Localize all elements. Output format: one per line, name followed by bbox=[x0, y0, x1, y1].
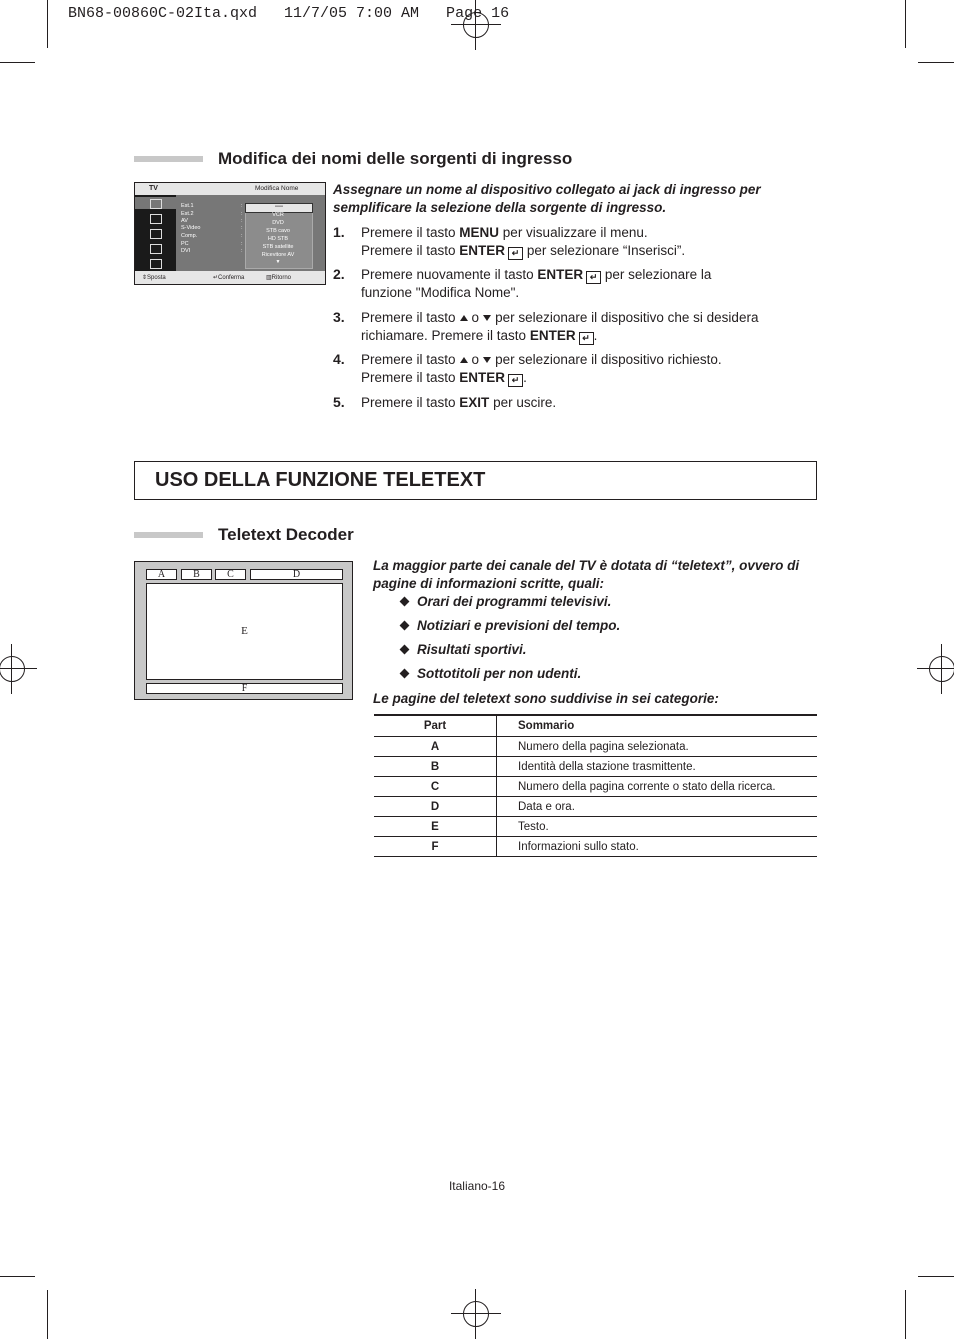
osd-colon: : bbox=[241, 241, 243, 247]
step-text-part: Premere il tasto bbox=[361, 352, 456, 367]
osd-dropdown-item: HD STB bbox=[267, 236, 289, 242]
main-section-title: USO DELLA FUNZIONE TELETEXT bbox=[155, 469, 486, 491]
osd-dropdown-item: Ricevitore AV bbox=[261, 252, 295, 258]
crop-mark bbox=[918, 1276, 954, 1277]
osd-dropdown-item: VCR bbox=[272, 212, 284, 218]
categories-intro: Le pagine del teletext sono suddivise in sei categorie: bbox=[373, 691, 719, 706]
table-row bbox=[374, 757, 817, 777]
enter-key: ENTER bbox=[459, 370, 506, 385]
step-text bbox=[361, 394, 811, 412]
step-text-part: Premere il tasto bbox=[361, 370, 460, 385]
osd-selected-value: ---- bbox=[275, 204, 283, 210]
step-text-part: per selezionare il dispositivo richiesto. bbox=[495, 352, 722, 367]
table-cell-summary: Numero della pagina corrente o stato della ricerca. bbox=[498, 777, 817, 797]
registration-mark-right bbox=[917, 644, 954, 694]
diamond-bullet-icon bbox=[400, 597, 410, 607]
osd-move-label: Sposta bbox=[147, 275, 166, 281]
arrow-up-icon bbox=[460, 357, 468, 363]
diamond-bullet-icon bbox=[400, 645, 410, 655]
table-cell-summary: Data e ora. bbox=[498, 797, 817, 817]
table-cell-summary: Informazioni sullo stato. bbox=[498, 837, 817, 857]
enter-icon: ↵ bbox=[508, 247, 523, 260]
enter-key: ENTER bbox=[459, 243, 506, 258]
setup-icon bbox=[150, 259, 162, 269]
crop-mark bbox=[0, 62, 35, 63]
step-text-part: per selezionare il dispositivo che si desidera bbox=[495, 310, 759, 325]
chevron-down-icon: ▼ bbox=[275, 259, 281, 265]
crop-mark bbox=[905, 0, 906, 48]
diamond-bullet-icon bbox=[400, 669, 410, 679]
sound-icon bbox=[150, 229, 162, 239]
registration-mark-left bbox=[0, 644, 37, 694]
enter-icon: ↵ bbox=[508, 374, 523, 387]
updown-icon: ⇕ bbox=[142, 275, 148, 281]
page-footer: Italiano-16 bbox=[448, 1179, 506, 1193]
exit-key: EXIT bbox=[459, 395, 490, 410]
osd-input-item: Est.2 bbox=[181, 211, 194, 217]
osd-colon: : bbox=[241, 225, 243, 231]
step-text-part: . bbox=[593, 328, 598, 343]
table-cell-part: C bbox=[374, 777, 497, 797]
table-cell-part: A bbox=[374, 737, 497, 757]
step-text-part: o bbox=[471, 352, 480, 367]
step-text-part: Premere il tasto bbox=[361, 225, 460, 240]
step-text bbox=[361, 266, 811, 302]
table-row bbox=[374, 737, 817, 757]
crop-mark bbox=[905, 1290, 906, 1339]
table-cell-summary: Numero della pagina selezionata. bbox=[498, 737, 817, 757]
channel-icon bbox=[150, 244, 162, 254]
enter-icon: ↵ bbox=[586, 271, 601, 284]
osd-menu-illustration bbox=[134, 182, 326, 285]
bullet-item bbox=[401, 666, 581, 681]
section-intro: Assegnare un nome al dispositivo collegato ai jack di ingresso per semplificare la selezione della sorgente di ingresso. bbox=[333, 182, 761, 215]
step-text-part: per selezionare “Inserisci”. bbox=[523, 243, 686, 258]
teletext-layout-diagram bbox=[134, 561, 353, 700]
osd-colon: : bbox=[241, 233, 243, 239]
menu-key: MENU bbox=[459, 225, 500, 240]
bullet-item bbox=[401, 642, 527, 657]
osd-input-item: PC bbox=[181, 241, 189, 247]
osd-colon: : bbox=[241, 211, 243, 217]
main-section-box bbox=[134, 461, 817, 500]
table-cell-summary: Identità della stazione trasmittente. bbox=[498, 757, 817, 777]
osd-back-hint bbox=[266, 274, 291, 281]
arrow-down-icon bbox=[483, 315, 491, 321]
table-header: Part bbox=[374, 715, 497, 737]
osd-colon: : bbox=[241, 203, 243, 209]
crop-mark bbox=[47, 1290, 48, 1339]
section-bar bbox=[134, 156, 203, 162]
slug-line: BN68-00860C-02Ita.qxd 11/7/05 7:00 AM Page 16 bbox=[68, 5, 510, 22]
bullet-item bbox=[401, 618, 620, 633]
osd-dropdown-item: STB cavo bbox=[266, 228, 290, 234]
summary-table bbox=[374, 714, 817, 857]
table-row bbox=[374, 817, 817, 837]
osd-sidebar bbox=[135, 195, 176, 271]
osd-input-item: Comp. bbox=[181, 233, 198, 239]
section-heading: Modifica dei nomi delle sorgenti di ingresso bbox=[218, 149, 573, 168]
bullet-text: Sottotitoli per non udenti. bbox=[417, 666, 582, 681]
step-number: 4. bbox=[333, 351, 345, 367]
step-text bbox=[361, 309, 811, 345]
table-cell-part: E bbox=[374, 817, 497, 837]
diagram-cell-a: A bbox=[146, 569, 177, 580]
step-number: 2. bbox=[333, 266, 345, 282]
diagram-cell-f: F bbox=[146, 683, 343, 694]
step-text-part: per visualizzare il menu. bbox=[499, 225, 648, 240]
section-intro: La maggior parte dei canale del TV è dotata di “teletext”, ovvero di pagine di informazioni scritte, quali: bbox=[373, 558, 800, 591]
osd-confirm-hint bbox=[213, 274, 244, 281]
osd-dropdown-item: STB satellite bbox=[262, 244, 294, 250]
table-cell-part: B bbox=[374, 757, 497, 777]
diagram-cell-c: C bbox=[215, 569, 246, 580]
enter-key: ENTER bbox=[537, 267, 584, 282]
osd-menu-title: Modifica Nome bbox=[255, 185, 299, 192]
table-cell-part: D bbox=[374, 797, 497, 817]
step-number: 3. bbox=[333, 309, 345, 325]
osd-back-label: Ritorno bbox=[271, 275, 292, 281]
table-header-row bbox=[374, 715, 817, 737]
osd-confirm-label: Conferma bbox=[218, 275, 245, 281]
section-heading: Teletext Decoder bbox=[218, 525, 354, 544]
enter-key: ENTER bbox=[529, 328, 576, 343]
osd-dropdown-item: DVD bbox=[272, 220, 284, 226]
crop-mark bbox=[918, 62, 954, 63]
table-cell-part: F bbox=[374, 837, 497, 857]
enter-icon: ↵ bbox=[579, 332, 594, 345]
step-number: 1. bbox=[333, 224, 345, 240]
arrow-down-icon bbox=[483, 357, 491, 363]
bullet-text: Risultati sportivi. bbox=[417, 642, 527, 657]
diagram-cell-b: B bbox=[181, 569, 212, 580]
table-row bbox=[374, 837, 817, 857]
registration-mark-bottom bbox=[451, 1289, 501, 1339]
step-text-part: Premere il tasto bbox=[361, 243, 460, 258]
arrow-up-icon bbox=[460, 315, 468, 321]
osd-input-item: DVI bbox=[181, 248, 191, 254]
step-text bbox=[361, 351, 811, 387]
picture-icon bbox=[150, 214, 162, 224]
step-text-part: funzione "Modifica Nome". bbox=[361, 285, 520, 300]
step-text-part: . bbox=[523, 370, 527, 385]
bullet-item bbox=[401, 594, 611, 609]
table-cell-summary: Testo. bbox=[498, 817, 817, 837]
enter-icon: ↵ bbox=[213, 275, 219, 281]
osd-input-item: S-Video bbox=[181, 225, 201, 231]
step-text-part: Premere nuovamente il tasto bbox=[361, 267, 538, 282]
step-text-part: per selezionare la bbox=[601, 267, 712, 282]
step-text-part: Premere il tasto bbox=[361, 310, 456, 325]
table-row bbox=[374, 777, 817, 797]
section-bar bbox=[134, 532, 203, 538]
osd-input-item: Est.1 bbox=[181, 203, 194, 209]
step-text-part: per uscire. bbox=[489, 395, 557, 410]
bullet-text: Orari dei programmi televisivi. bbox=[417, 594, 612, 609]
step-text-part: o bbox=[471, 310, 480, 325]
osd-colon: : bbox=[241, 248, 243, 254]
diamond-bullet-icon bbox=[400, 621, 410, 631]
bullet-text: Notiziari e previsioni del tempo. bbox=[417, 618, 621, 633]
diagram-cell-e: E bbox=[146, 583, 343, 680]
return-icon: ▥ bbox=[266, 275, 272, 281]
osd-tv-label: TV bbox=[149, 185, 158, 192]
step-text-part: richiamare. Premere il tasto bbox=[361, 328, 530, 343]
input-icon bbox=[150, 199, 162, 209]
step-number: 5. bbox=[333, 394, 345, 410]
osd-input-item: AV bbox=[181, 218, 188, 224]
osd-move-hint bbox=[142, 274, 166, 281]
osd-colon: : bbox=[241, 218, 243, 224]
table-row bbox=[374, 797, 817, 817]
crop-mark bbox=[47, 0, 48, 48]
crop-mark bbox=[0, 1276, 35, 1277]
step-text bbox=[361, 224, 811, 260]
step-text-part: Premere il tasto bbox=[361, 395, 460, 410]
table-header: Sommario bbox=[498, 715, 817, 737]
diagram-cell-d: D bbox=[250, 569, 343, 580]
